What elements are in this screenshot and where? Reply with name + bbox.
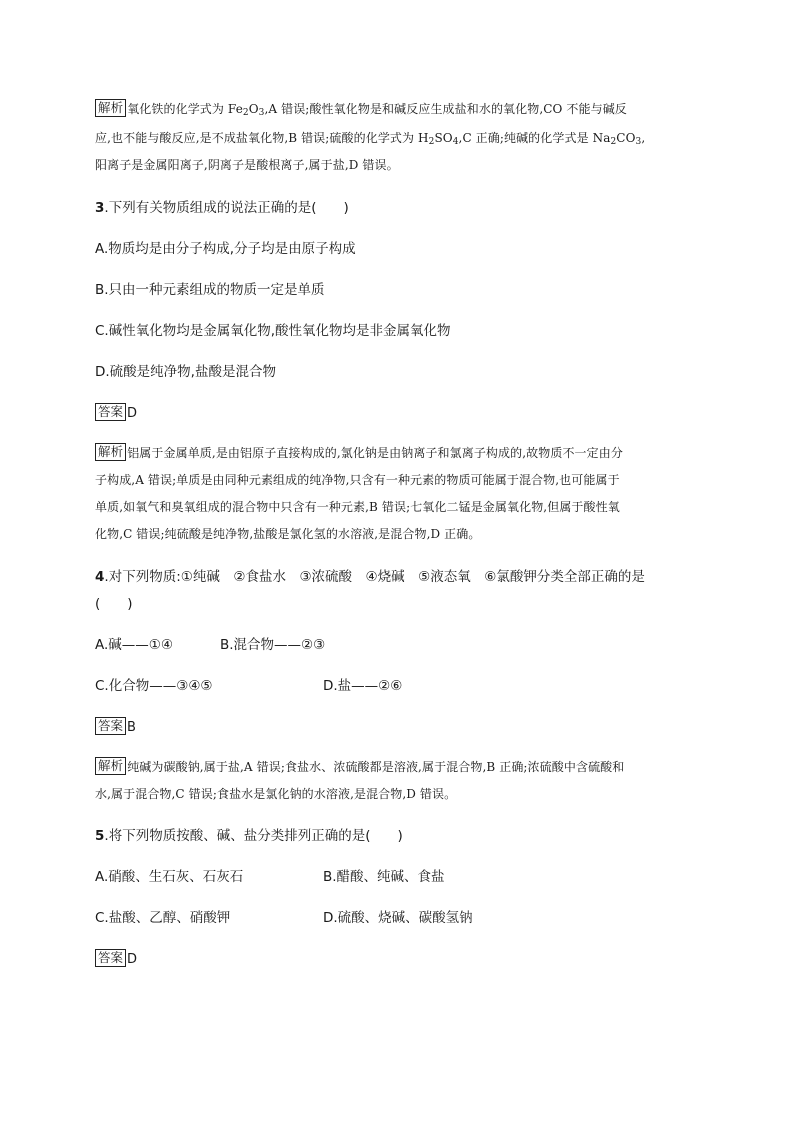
question-4-stem-cont: ( ) xyxy=(95,596,133,612)
q5-answer: 答案 D xyxy=(95,949,137,969)
q3-answer: 答案 D xyxy=(95,403,137,423)
q5-option-c: C.盐酸、乙醇、硝酸钾 xyxy=(95,910,231,926)
question-5-stem: 5.将下列物质按酸、碱、盐分类排列正确的是( ) xyxy=(95,828,403,844)
q3-option-d: D.硫酸是纯净物,盐酸是混合物 xyxy=(95,364,276,380)
q4-option-a: A.碱——①④ xyxy=(95,637,173,653)
question-4-stem: 4.对下列物质:①纯碱 ②食盐水 ③浓硫酸 ④烧碱 ⑤液态氧 ⑥氯酸钾分类全部正确的是 xyxy=(95,569,645,585)
analysis-line: 水,属于混合物,C 错误;食盐水是氯化钠的水溶液,是混合物,D 错误。 xyxy=(95,787,457,801)
analysis-tag: 解析 xyxy=(95,757,126,775)
answer-tag: 答案 xyxy=(95,717,126,735)
analysis-line: 解析 铝属于金属单质,是由铝原子直接构成的,氯化钠是由钠离子和氯离子构成的,故物质不一定由分 xyxy=(95,441,623,466)
q4-option-c: C.化合物——③④⑤ xyxy=(95,678,213,694)
analysis-line: 单质,如氧气和臭氧组成的混合物中只含有一种元素,B 错误;七氧化二锰是金属氧化物,但属于酸性氧 xyxy=(95,500,620,514)
q3-option-a: A.物质均是由分子构成,分子均是由原子构成 xyxy=(95,241,356,257)
analysis-line: 阳离子是金属阳离子,阴离子是酸根离子,属于盐,D 错误。 xyxy=(95,158,399,172)
q5-option-a: A.硝酸、生石灰、石灰石 xyxy=(95,869,244,885)
q3-option-c: C.碱性氧化物均是金属氧化物,酸性氧化物均是非金属氧化物 xyxy=(95,323,451,339)
analysis-line: 解析 纯碱为碳酸钠,属于盐,A 错误;食盐水、浓硫酸都是溶液,属于混合物,B 正确;浓硫酸中含硫酸和 xyxy=(95,755,624,780)
answer-tag: 答案 xyxy=(95,403,126,421)
analysis-line: 应,也不能与酸反应,是不成盐氧化物,B 错误;硫酸的化学式为 $H_2SO_4,C$ 正确;纯碱的化学式是 $Na_2CO_3$, xyxy=(95,131,646,147)
analysis-tag: 解析 xyxy=(95,443,126,461)
q5-option-d: D.硫酸、烧碱、碳酸氢钠 xyxy=(323,910,473,926)
question-3-stem: 3.下列有关物质组成的说法正确的是( ) xyxy=(95,200,349,216)
analysis-tag: 解析 xyxy=(95,99,126,117)
q5-option-b: B.醋酸、纯碱、食盐 xyxy=(323,869,445,885)
q4-answer: 答案 B xyxy=(95,717,136,737)
analysis-line: 子构成,A 错误;单质是由同种元素组成的纯净物,只含有一种元素的物质可能属于混合物,也可能属于 xyxy=(95,473,620,487)
q3-option-b: B.只由一种元素组成的物质一定是单质 xyxy=(95,282,325,298)
answer-tag: 答案 xyxy=(95,949,126,967)
q4-option-d: D.盐——②⑥ xyxy=(323,678,403,694)
q4-option-b: B.混合物——②③ xyxy=(220,637,326,653)
analysis-line: 化物,C 错误;纯硫酸是纯净物,盐酸是氯化氢的水溶液,是混合物,D 正确。 xyxy=(95,527,481,541)
analysis-line: 解析 氧化铁的化学式为 $Fe_2O_3,A$ 错误;酸性氧化物是和碱反应生成盐和水的氧化物,CO 不能与碱反 xyxy=(95,97,627,122)
